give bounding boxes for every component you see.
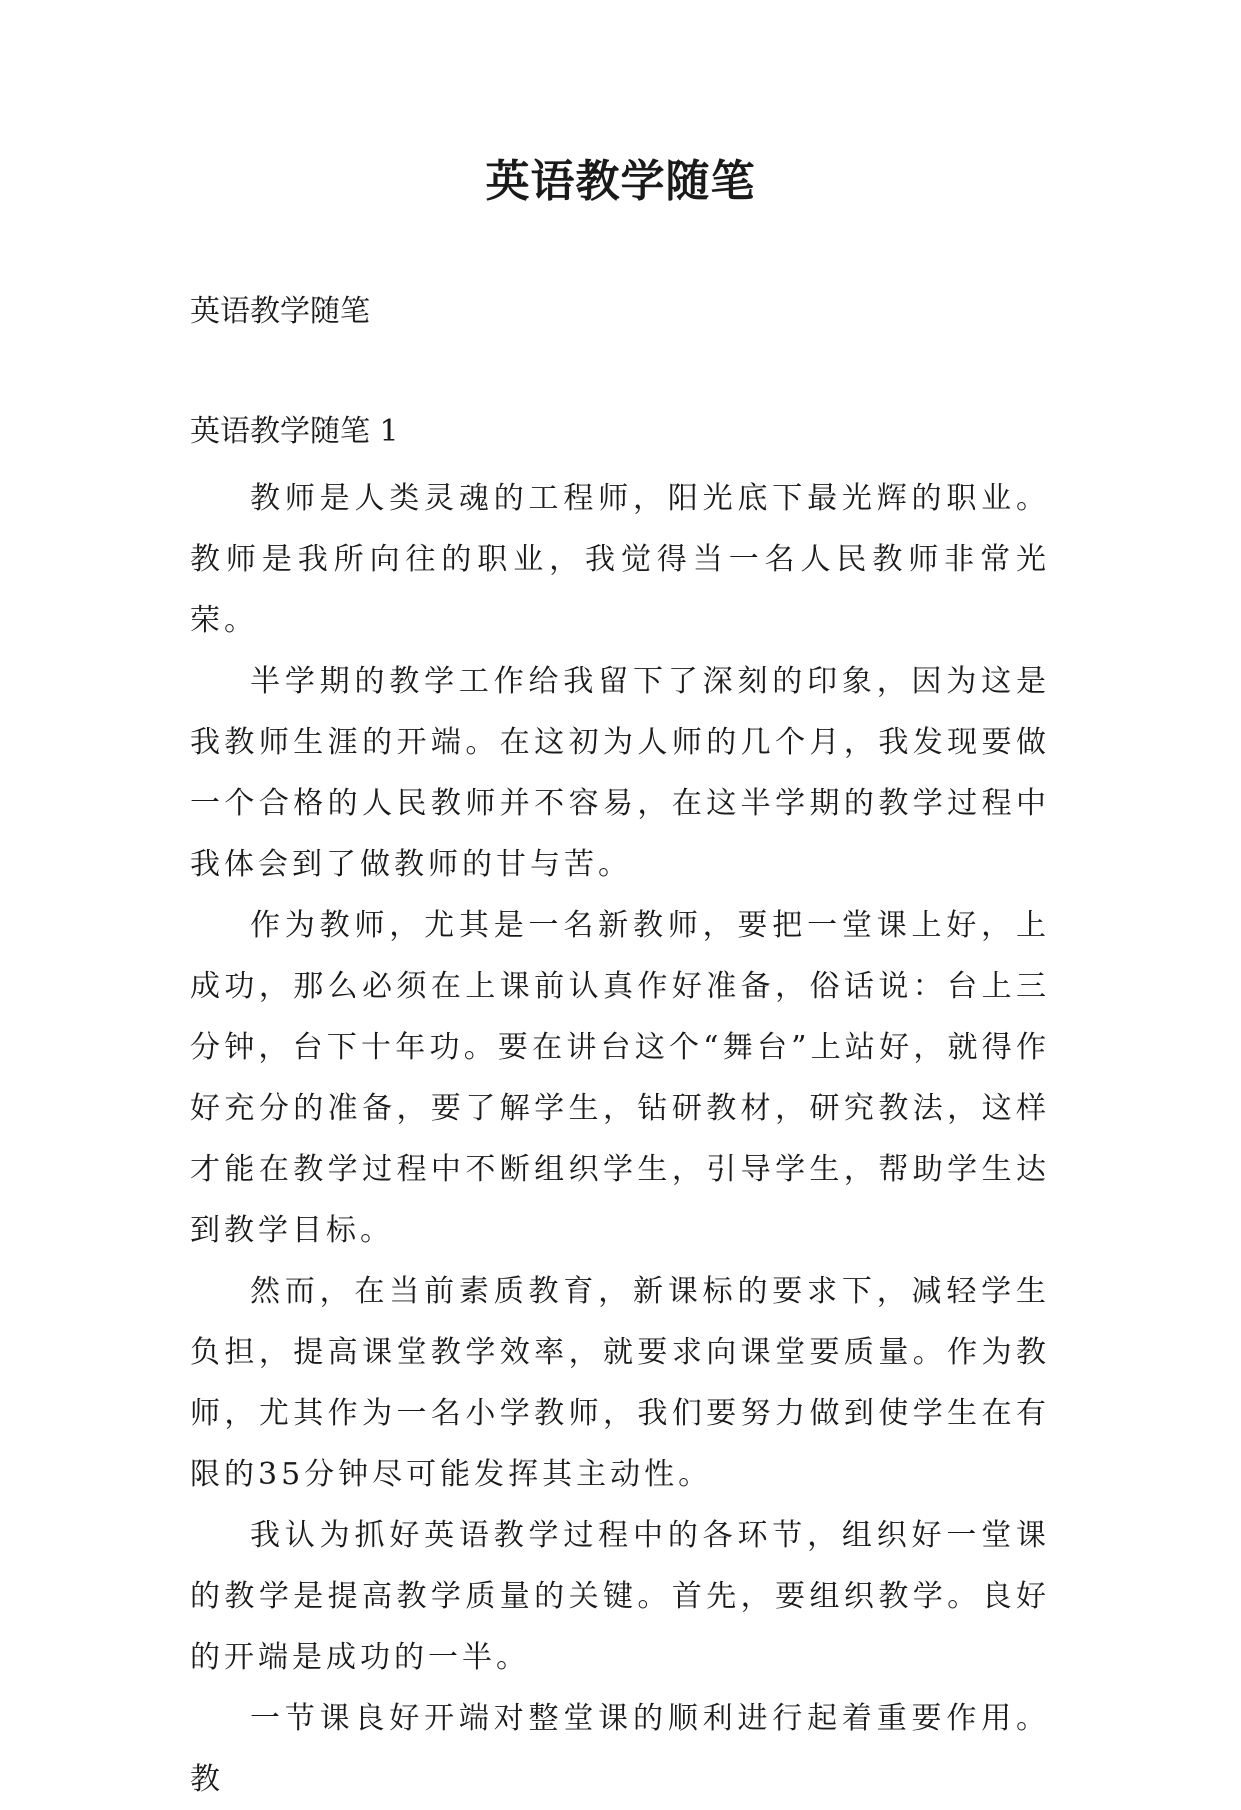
paragraph-6: 一节课良好开端对整堂课的顺利进行起着重要作用。教 (190, 1701, 1050, 1797)
document-title: 英语教学随笔 (485, 156, 756, 207)
paragraph-5: 我认为抓好英语教学过程中的各环节，组织好一堂课的教学是提高教学质量的关键。首先，要组织教学。良好的开端是成功的一半。 (190, 1518, 1050, 1675)
section-heading: 英语教学随笔 1 (190, 414, 399, 449)
paragraph-3: 作为教师，尤其是一名新教师，要把一堂课上好，上成功，那么必须在上课前认真作好准备，俗话说：台上三分钟，台下十年功。要在讲台这个“舞台”上站好，就得作好充分的准备，要了解学生，钻研教材，研究教法，这样才能在教学过程中不断组织学生，引导学生，帮助学生达到教学目标。 (190, 908, 1050, 1248)
document-subtitle: 英语教学随笔 (190, 294, 370, 329)
paragraph-2: 半学期的教学工作给我留下了深刻的印象，因为这是我教师生涯的开端。在这初为人师的几个月，我发现要做一个合格的人民教师并不容易，在这半学期的教学过程中我体会到了做教师的甘与苦。 (190, 664, 1050, 882)
document-body (190, 468, 1050, 1810)
paragraph-1: 教师是人类灵魂的工程师，阳光底下最光辉的职业。教师是我所向往的职业，我觉得当一名人民教师非常光荣。 (190, 481, 1050, 638)
paragraph-4: 然而，在当前素质教育，新课标的要求下，减轻学生负担，提高课堂教学效率，就要求向课堂要质量。作为教师，尤其作为一名小学教师，我们要努力做到使学生在有限的35分钟尽可能发挥其主动性。 (190, 1274, 1050, 1492)
